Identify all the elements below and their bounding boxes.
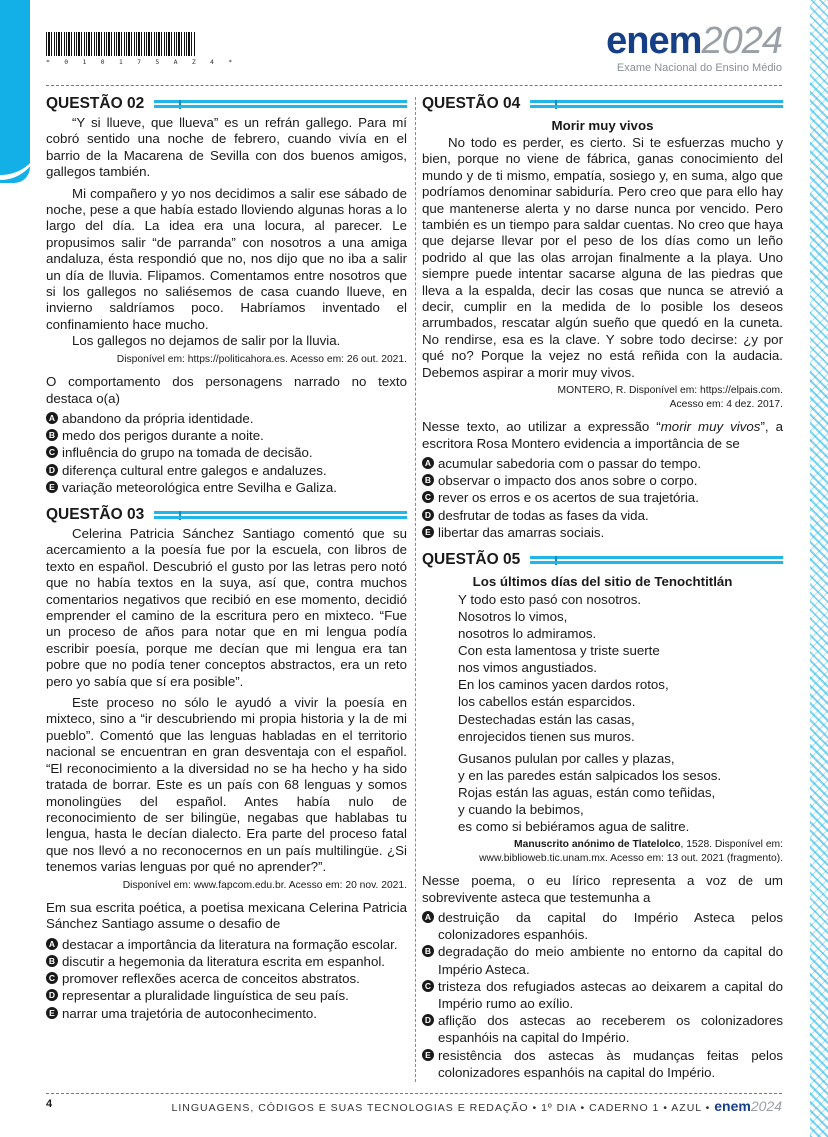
option-a[interactable]: [46, 936, 407, 953]
option-text: promover reflexões acerca de conceitos abstratos.: [62, 971, 360, 987]
option-a[interactable]: [422, 455, 783, 472]
option-letter-badge: C: [422, 980, 434, 992]
logo-year-text: 2024: [701, 20, 782, 62]
poem-line: enrojecidos tienen sus muros.: [458, 728, 635, 744]
option-letter-badge: D: [422, 509, 434, 521]
answer-options: [46, 936, 407, 1022]
barcode: [46, 32, 238, 66]
option-d[interactable]: [422, 1012, 783, 1046]
passage-paragraph: No todo es perder, es cierto. Si te esfuerzas mucho y bien, porque no viene de fábrica, ganas conocimiento del mundo y de ti mismo, empatía, sosiego y, en suma, algo que podríamos denominar sabiduría. Pero creo que para ello hay que mantenerse alerta y no darse nunca por vencido. Pero también es un tiempo para saldar cuentas. No creo que haya que dejarse llevar por el peso de los días como un leño podrido al que las olas arrojan finalmente a la playa. Uno siempre puede intentar sacarse alguna de las piedras que lleva a la espalda, decir las cosas que nunca se atrevió a decir, cumplir en la medida de lo posible los deseos arrumbados, rescatar algún sueño que quedó en la cuneta. No rendirse, esa es la clave. Y sobre todo decirse: ¿y por qué no? Porque la vejez no está reñida con la audacia. Debemos aspirar a morir muy vivos.: [422, 135, 783, 380]
question-03: [46, 506, 407, 1022]
passage-paragraph: Este proceso no sólo le ayudó a vivir la poesía en mixteco, sino a “ir descubriendo mi propia historia y la de mi pueblo”. Comentó que las lenguas habladas en el territorio nacional se encuentran en gran desventaja con el español. “El reconocimiento a la diversidad no se ha hecho y ha sido tratada de borrar. Este es un país con 68 lenguas y somos monolingües del español. Antes había nulo de reconocimiento de ser bilingüe, negabas que hablabas tu lengua, hasta le decían dialecto. Era parte del proceso fatal que nos llevó a no reconocernos en un país multilingüe. ¿Si tenemos varias lenguas por qué no aprender?”.: [46, 695, 407, 875]
option-text: diferença cultural entre galegos e andaluzes.: [62, 462, 327, 478]
footer-caption: [172, 1098, 782, 1114]
stem-text: Nesse texto, ao utilizar a expressão “: [422, 419, 661, 435]
question-stem: [422, 419, 783, 452]
question-header: [422, 551, 783, 569]
option-letter-badge: B: [46, 955, 58, 967]
option-text: desfrutar de todas as fases da vida.: [438, 507, 649, 523]
option-letter-badge: C: [46, 972, 58, 984]
question-stem: Em sua escrita poética, a poetisa mexicana Celerina Patricia Sánchez Santiago assume o desafio de: [46, 900, 407, 932]
source-line: Acesso em: 4 dez. 2017.: [669, 398, 783, 410]
answer-options: [46, 410, 407, 496]
source-line: MONTERO, R. Disponível em: https://elpais.com.: [557, 385, 783, 397]
source-line: www.biblioweb.tic.unam.mx. Acesso em: 13 out. 2021 (fragmento).: [479, 852, 783, 864]
option-letter-badge: D: [46, 989, 58, 1001]
poem-line: Con esta lamentosa y triste suerte: [458, 643, 660, 659]
left-color-tab: [0, 0, 30, 183]
question-stem: Nesse poema, o eu lírico representa a voz de um sobrevivente asteca que testemunha a: [422, 873, 783, 905]
question-header: [46, 506, 407, 524]
poem-line: los cabellos están esparcidos.: [458, 694, 636, 710]
tab-curve-decoration: [0, 140, 40, 180]
stem-text: ”, a escritora Rosa Montero evidencia a importância de se: [422, 419, 783, 451]
question-header-bar: [530, 555, 783, 565]
question-title: QUESTÃO 05: [422, 550, 521, 568]
security-pattern-strip: [810, 0, 828, 1137]
column-divider: [415, 97, 416, 1082]
poem-line: nos vimos angustiados.: [458, 660, 597, 676]
source-citation: Disponível em: https://politicahora.es. Acesso em: 26 out. 2021.: [116, 353, 407, 365]
question-header: [422, 95, 783, 113]
question-header-bar: [530, 99, 783, 109]
option-text: representar a pluralidade linguística de seu país.: [62, 988, 349, 1004]
poem-line: y en las paredes están salpicados los sesos.: [458, 767, 722, 783]
option-c[interactable]: [46, 970, 407, 987]
option-text: narrar uma trajetória de autoconhecimento.: [62, 1005, 317, 1021]
page-footer: [46, 1098, 782, 1114]
option-text: observar o impacto dos anos sobre o corpo.: [438, 473, 698, 489]
option-letter-badge: E: [422, 526, 434, 538]
source-bold-title: Manuscrito anónimo de Tlatelolco: [514, 839, 681, 851]
option-e[interactable]: [422, 1047, 783, 1081]
barcode-text: * 0 1 0 1 7 5 A Z 4 *: [46, 58, 238, 66]
poem-line: Rojas están las aguas, están como teñidas,: [458, 784, 716, 800]
poem-line: nosotros lo admiramos.: [458, 626, 597, 642]
option-a[interactable]: [46, 410, 407, 427]
passage-paragraph: “Y si llueve, que llueva” es un refrán gallego. Para mí cobró sentido una noche de febrero, cuando vivía en el barrio de la Macarena de Sevilla con dos buenos amigos, gallegos también.: [46, 115, 407, 180]
question-header-bar: [154, 510, 407, 520]
option-text: aflição dos astecas ao receberem os colonizadores espanhóis na capital do Império.: [438, 1013, 783, 1046]
logo-subtitle: Exame Nacional do Ensino Médio: [616, 62, 782, 74]
option-e[interactable]: [46, 479, 407, 496]
question-title: QUESTÃO 04: [422, 95, 521, 112]
option-text: medo dos perigos durante a noite.: [62, 428, 264, 444]
page-number: 4: [46, 1098, 53, 1110]
passage-paragraph: Mi compañero y yo nos decidimos a salir ese sábado de noche, pese a que había estado lloviendo algunas horas a lo largo del día. La idea era una locura, al parecer. Le propusimos salir “de parranda” con nosotros a una amiga andaluza, ésta respondió que no, nos dijo que no iba a salir un día de lluvia. Flipamos. Comentamos entre nosotros que si los gallegos no saliésemos de casa cuando llueve, en invierno saldríamos poco. Habríamos inventado el confinamiento hace mucho.: [46, 185, 407, 332]
poem-stanza-2: [422, 750, 783, 835]
source-citation: Disponível em: www.fapcom.edu.br. Acesso em: 20 nov. 2021.: [122, 879, 407, 891]
option-b[interactable]: [422, 943, 783, 977]
question-header: [46, 95, 407, 113]
question-05: [422, 551, 783, 1081]
option-text: discutir a hegemonia da literatura escrita em espanhol.: [62, 954, 385, 970]
option-letter-badge: A: [422, 911, 434, 923]
poem-title: Los últimos días del sitio de Tenochtitlán: [472, 573, 733, 589]
stem-italic-expression: morir muy vivos: [660, 419, 761, 435]
question-04: [422, 95, 783, 541]
option-text: libertar das amarras sociais.: [438, 524, 605, 540]
option-c[interactable]: [46, 444, 407, 461]
option-letter-badge: B: [422, 474, 434, 486]
option-text: resistência dos astecas às mudanças feitas pelos colonizadores espanhóis na capital do Império.: [438, 1047, 783, 1080]
option-text: rever os erros e os acertos de sua trajetória.: [438, 490, 699, 506]
poem-line: Gusanos pululan por calles y plazas,: [458, 750, 675, 766]
option-a[interactable]: [422, 909, 783, 943]
option-letter-badge: A: [422, 457, 434, 469]
question-stem: O comportamento dos personagens narrado no texto destaca o(a): [46, 374, 407, 406]
option-d[interactable]: [422, 507, 783, 524]
option-letter-badge: C: [46, 446, 58, 458]
source-citation: [422, 384, 783, 411]
option-e[interactable]: [422, 524, 783, 541]
enem-logo: [606, 22, 782, 74]
option-d[interactable]: [46, 987, 407, 1004]
option-text: abandono da própria identidade.: [62, 411, 254, 426]
footer-divider: [46, 1093, 782, 1094]
option-text: acumular sabedoria com o passar do tempo.: [438, 455, 702, 471]
option-letter-badge: D: [422, 1014, 434, 1026]
poem-line: es como si bebiéramos agua de salitre.: [458, 819, 690, 835]
logo-enem-text: enem: [606, 20, 702, 62]
poem-line: Y todo esto pasó con nosotros.: [458, 591, 642, 607]
question-title: QUESTÃO 03: [46, 506, 145, 524]
option-text: destacar a importância da literatura na formação escolar.: [62, 936, 398, 952]
footer-logo-year: 2024: [750, 1098, 782, 1114]
poem-stanza-1: [422, 591, 783, 745]
right-column: [422, 95, 783, 1091]
footer-logo-enem: enem: [714, 1098, 751, 1114]
option-e[interactable]: [46, 1005, 407, 1022]
option-text: tristeza dos refugiados astecas ao deixarem a capital do Império rumo ao exílio.: [438, 978, 783, 1012]
option-text: degradação do meio ambiente no entorno da capital do Império Asteca.: [438, 944, 783, 977]
source-line: , 1528. Disponível em:: [680, 839, 783, 851]
option-b[interactable]: [422, 472, 783, 489]
poem-line: y cuando la bebimos,: [458, 802, 584, 818]
option-text: variação meteorológica entre Sevilha e Galiza.: [62, 479, 337, 495]
option-letter-badge: B: [46, 429, 58, 441]
option-letter-badge: A: [46, 412, 58, 424]
question-header-bar: [154, 99, 407, 109]
poem-line: Destechadas están las casas,: [458, 711, 635, 727]
option-text: destruição da capital do Império Asteca pelos colonizadores espanhóis.: [438, 910, 783, 943]
option-letter-badge: E: [46, 1007, 58, 1019]
option-c[interactable]: [422, 978, 783, 1012]
answer-options: [422, 455, 783, 541]
source-citation: [422, 838, 783, 865]
option-letter-badge: C: [422, 491, 434, 503]
option-letter-badge: E: [46, 481, 58, 493]
footer-caption-text: LINGUAGENS, CÓDIGOS E SUAS TECNOLOGIAS E REDAÇÃO • 1º DIA • CADERNO 1 • AZUL •: [171, 1102, 715, 1114]
poem-line: En los caminos yacen dardos rotos,: [458, 677, 669, 693]
question-02: [46, 95, 407, 496]
option-b[interactable]: [46, 427, 407, 444]
barcode-bars: [46, 32, 196, 56]
option-letter-badge: E: [422, 1049, 434, 1061]
question-title: QUESTÃO 02: [46, 95, 145, 112]
option-text: influência do grupo na tomada de decisão.: [62, 445, 313, 461]
poem-line: Nosotros lo vimos,: [458, 609, 568, 625]
option-c[interactable]: [422, 489, 783, 506]
option-letter-badge: A: [46, 938, 58, 950]
passage-paragraph: Celerina Patricia Sánchez Santiago comentó que su acercamiento a la poesía fue por la escuela, con libros de texto en español. Descubrió el gusto por las letras pero notó que no había textos en la suya, así que, contra muchos comentarios negativos que recibió en ese momento, decidió emprender el camino de la escritura pero en mixteco. “Fue un proceso de años para notar que en mi lengua podía escribir poesía, porque me decían que mi lengua era tan pobre que no podía tener conceptos abstractos, era un reto pero yo sabía que sí era posible”.: [46, 526, 407, 689]
passage-paragraph: Los gallegos no dejamos de salir por la lluvia.: [72, 333, 341, 349]
option-b[interactable]: [46, 953, 407, 970]
left-column: [46, 95, 407, 1032]
header-divider: [46, 85, 782, 86]
text-title: Morir muy vivos: [551, 118, 654, 133]
option-letter-badge: B: [422, 945, 434, 957]
option-d[interactable]: [46, 462, 407, 479]
answer-options: [422, 909, 783, 1081]
option-letter-badge: D: [46, 464, 58, 476]
